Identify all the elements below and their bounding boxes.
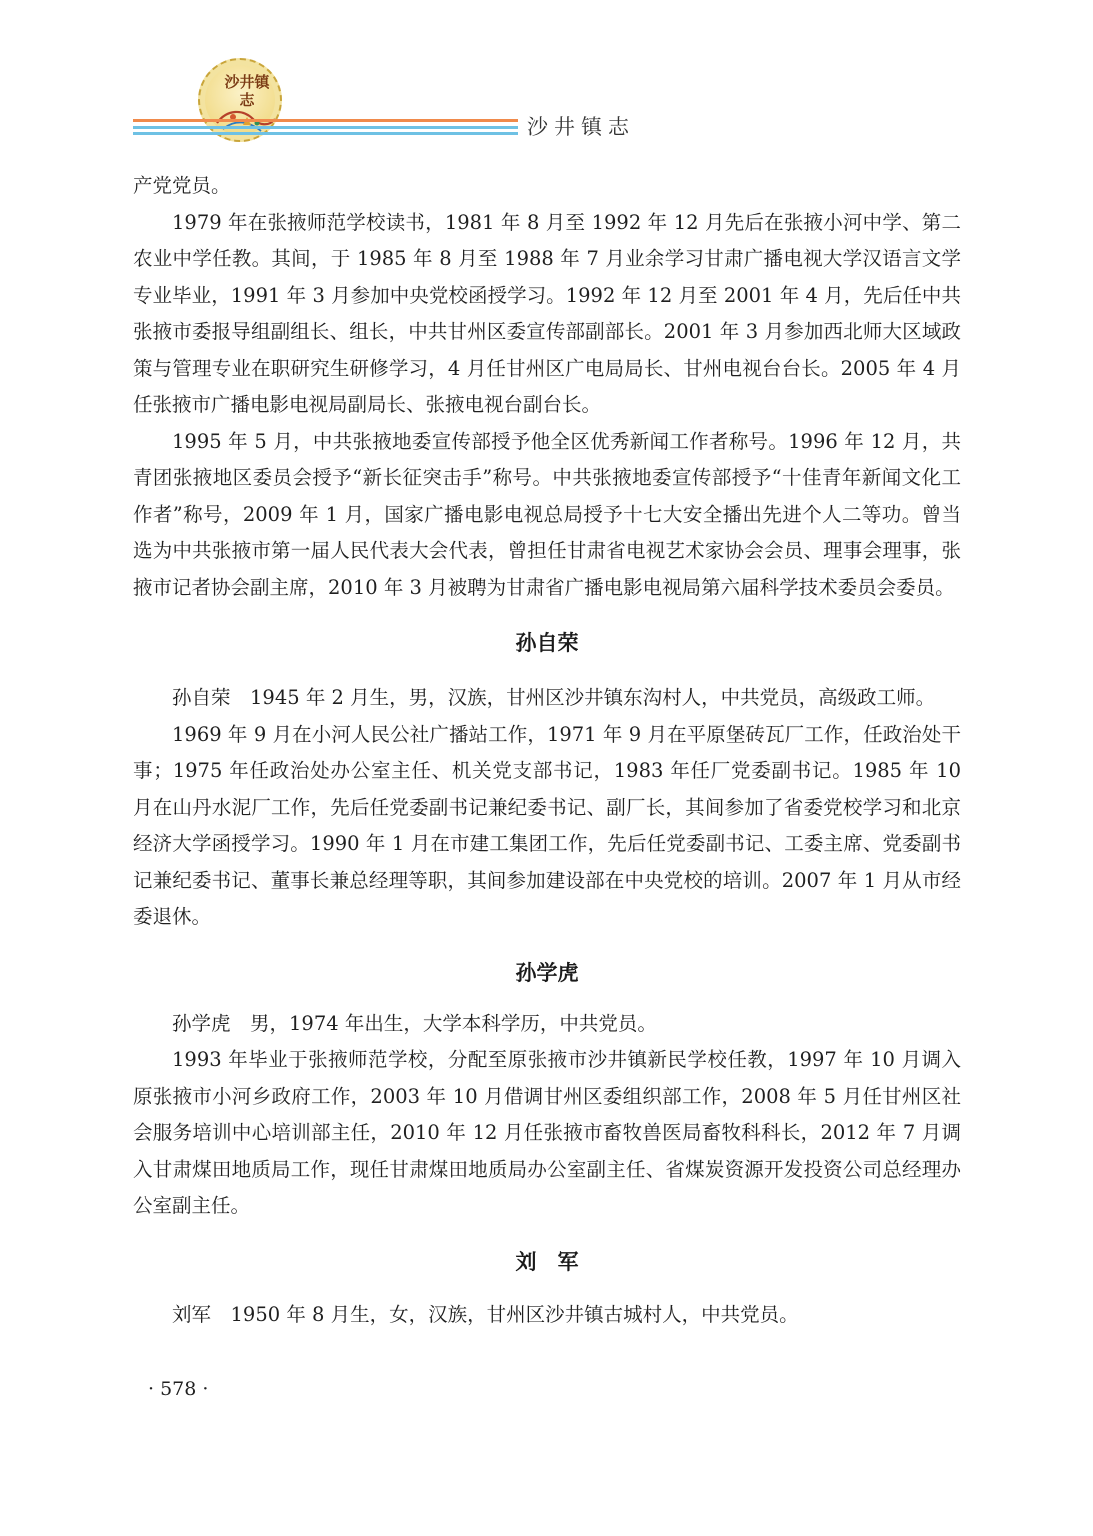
- section-heading-sun-xuehu: 孙学虎: [515, 960, 579, 985]
- page-header: [0, 0, 1093, 150]
- header-rule-blue-2: [133, 132, 518, 135]
- logo-medallion: [205, 65, 275, 135]
- running-header-title: 沙井镇志: [527, 115, 635, 139]
- paragraph: 1995 年 5 月，中共张掖地委宣传部授予他全区优秀新闻工作者称号。1996 年 12 月，共青团张掖地区委员会授予“新长征突击手”称号。中共张掖地委宣传部授予“十佳青年新闻文化工作者”称号，2009 年 1 月，国家广播电影电视总局授予十七大安全播出先进个人二等功。曾当选为中共张掖市第一届人民代表大会代表，曾担任甘肃省电视艺术家协会会员、理事会理事，张掖市记者协会副主席，2010 年 3 月被聘为甘肃省广播电影电视局第六届科学技术委员会委员。: [133, 429, 961, 599]
- header-rule-blue: [133, 126, 518, 129]
- page-body: [133, 168, 961, 1333]
- book-logo-emblem: [198, 58, 282, 142]
- logo-calligraphy: 沙井镇志: [224, 73, 270, 109]
- header-rule-orange: [133, 119, 518, 122]
- section-heading-sun-zirong: 孙自荣: [515, 631, 579, 655]
- page-number: · 578 ·: [148, 1378, 209, 1400]
- paragraph: 1993 年毕业于张掖师范学校，分配至原张掖市沙井镇新民学校任教，1997 年 10 月调入原张掖市小河乡政府工作，2003 年 10 月借调甘州区委组织部工作，2008 年 5 月任甘州区社会服务培训中心培训部主任，2010 年 12 月任张掖市畜牧兽医局畜牧科科长，2012 年 7 月调入甘肃煤田地质局工作，现任甘肃煤田地质局办公室副主任、省煤炭资源开发投资公司总经理办公室副主任。: [133, 1048, 961, 1217]
- paragraph-continued: 产党党员。: [133, 174, 231, 197]
- paragraph: 1969 年 9 月在小河人民公社广播站工作，1971 年 9 月在平原堡砖瓦厂工作，任政治处干事；1975 年任政治处办公室主任、机关党支部书记，1983 年任厂党委副书记。1985 年 10 月在山丹水泥厂工作，先后任党委副书记兼纪委书记、副厂长，其间参加了省委党校学习和北京经济大学函授学习。1990 年 1 月在市建工集团工作，先后任党委副书记、工委主席、党委副书记兼纪委书记、董事长兼总经理等职，其间参加建设部在中央党校的培训。2007 年 1 月从市经委退休。: [133, 722, 961, 928]
- paragraph: 孙学虎 男，1974 年出生，大学本科学历，中共党员。: [172, 1011, 657, 1035]
- paragraph: 孙自荣 1945 年 2 月生，男，汉族，甘州区沙井镇东沟村人，中共党员，高级政工师。: [172, 686, 936, 709]
- paragraph: 刘军 1950 年 8 月生，女，汉族，甘州区沙井镇古城村人，中共党员。: [172, 1302, 799, 1326]
- section-heading-liu-jun: 刘 军: [515, 1249, 579, 1274]
- paragraph: 1979 年在张掖师范学校读书，1981 年 8 月至 1992 年 12 月先后在张掖小河中学、第二农业中学任教。其间，于 1985 年 8 月至 1988 年 7 月业余学习甘肃广播电视大学汉语言文学专业毕业，1991 年 3 月参加中央党校函授学习。1992 年 12 月至 2001 年 4 月，先后任中共张掖市委报导组副组长、组长，中共甘州区委宣传部副部长。2001 年 3 月参加西北师大区域政策与管理专业在职研究生研修学习，4 月任甘州区广电局局长、甘州电视台台长。2005 年 4 月任张掖市广播电影电视局副局长、张掖电视台副台长。: [133, 210, 961, 416]
